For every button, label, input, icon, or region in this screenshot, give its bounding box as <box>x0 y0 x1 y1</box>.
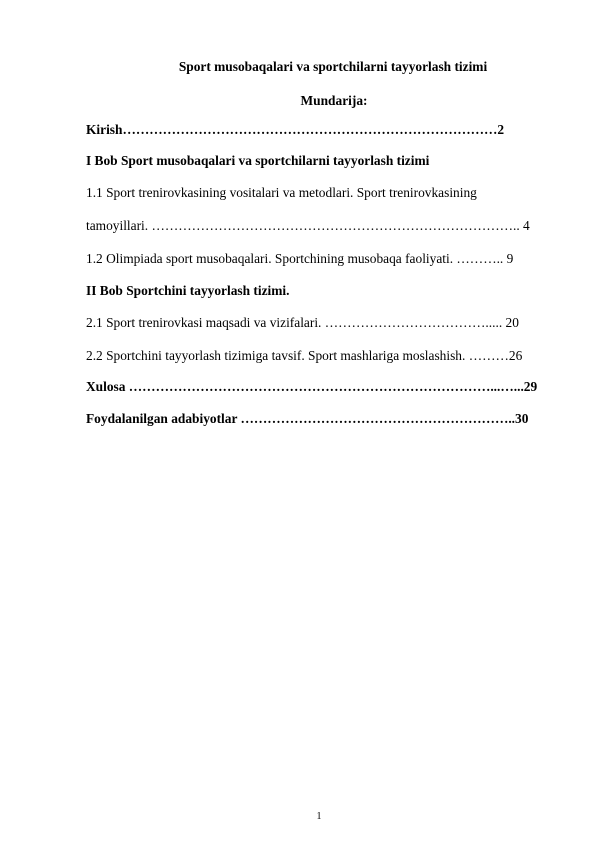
toc-entry-chapter-2: II Bob Sportchini tayyorlash tizimi. <box>86 283 290 298</box>
toc-entry-chapter-1: I Bob Sport musobaqalari va sportchilarni tayyorlash tizimi <box>86 153 430 168</box>
page-number: 1 <box>316 811 322 822</box>
toc-entry-xulosa: Xulosa ………………………………………………………………………...…...29 <box>86 379 538 394</box>
toc-entry-kirish: Kirish…………………………………………………………………………2 <box>86 122 505 137</box>
toc-entry-1-1: 1.1 Sport trenirovkasining vositalari va metodlari. Sport trenirovkasining <box>86 185 477 200</box>
toc-entry-references: Foydalanilgan adabiyotlar ……………………………………………………..30 <box>86 411 529 426</box>
toc-entry-2-2: 2.2 Sportchini tayyorlash tizimiga tavsif. Sport mashlariga moslashish. ………26 <box>86 348 523 363</box>
document-title: Sport musobaqalari va sportchilarni tayyorlash tizimi <box>178 59 488 74</box>
toc-entry-1-2: 1.2 Olimpiada sport musobaqalari. Sportchining musobaqa faoliyati. ……….. 9 <box>86 251 514 266</box>
contents-heading: Mundarija: <box>300 93 368 108</box>
toc-entry-1-1-continued: tamoyillari. ……………………………………………………………………….. 4 <box>86 218 530 233</box>
toc-entry-2-1: 2.1 Sport trenirovkasi maqsadi va vizifalari. ………………………………..... 20 <box>86 315 519 330</box>
